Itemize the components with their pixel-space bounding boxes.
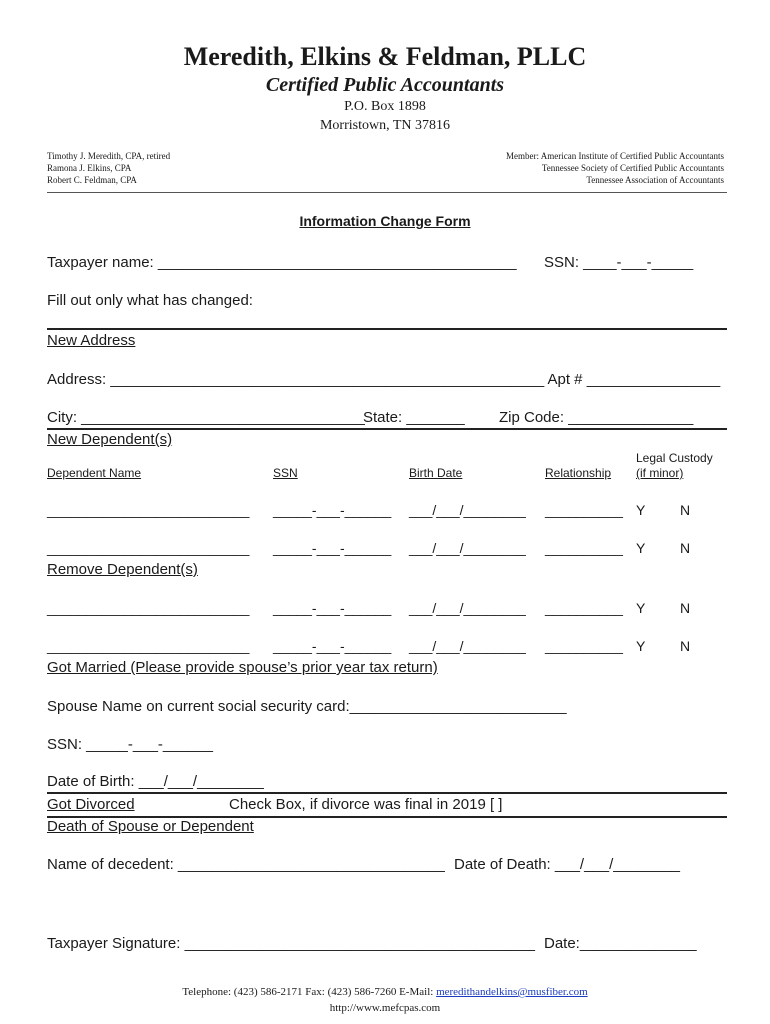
- dependent-name-field[interactable]: __________________________: [47, 638, 250, 654]
- taxpayer-signature-field[interactable]: Taxpayer Signature: __________________________________________: [47, 935, 535, 952]
- table-row[interactable]: [47, 638, 249, 654]
- col-if-minor: (if minor): [636, 466, 684, 480]
- custody-no-option[interactable]: N: [680, 638, 691, 654]
- state-field[interactable]: State: _______: [363, 409, 465, 426]
- custody-yes-option[interactable]: Y: [636, 638, 646, 654]
- membership: Tennessee Society of Certified Public Accountants: [541, 163, 724, 173]
- dependent-name-field[interactable]: __________________________: [47, 502, 250, 518]
- dependent-ssn-field[interactable]: _____-___-______: [273, 540, 392, 556]
- custody-yes-option[interactable]: Y: [636, 540, 646, 556]
- table-row[interactable]: [47, 502, 249, 518]
- dependent-ssn-field[interactable]: _____-___-______: [273, 638, 392, 654]
- table-row[interactable]: [47, 540, 249, 556]
- signature-date-field[interactable]: Date:______________: [544, 935, 697, 952]
- section-divider: [47, 792, 727, 794]
- membership-list: [506, 150, 724, 186]
- custody-yes-option[interactable]: Y: [636, 600, 646, 616]
- col-relationship: Relationship: [545, 466, 612, 480]
- firm-name: Meredith, Elkins & Feldman, PLLC: [183, 42, 587, 71]
- new-address-heading: New Address: [47, 332, 136, 349]
- section-divider: [47, 328, 727, 330]
- dependent-birth-field[interactable]: ___/___/________: [409, 600, 526, 616]
- section-divider: [47, 428, 727, 430]
- custody-no-option[interactable]: N: [680, 502, 691, 518]
- col-legal-custody: Legal Custody: [636, 451, 713, 465]
- dependent-birth-field[interactable]: ___/___/________: [409, 540, 526, 556]
- dependent-relationship-field[interactable]: __________: [545, 600, 623, 616]
- dependent-birth-field[interactable]: ___/___/________: [409, 502, 526, 518]
- header-divider: [47, 192, 727, 193]
- partner-list: [47, 150, 170, 186]
- dependent-ssn-field[interactable]: _____-___-______: [273, 600, 392, 616]
- remove-dependents-heading: Remove Dependent(s): [47, 561, 198, 578]
- taxpayer-ssn-field[interactable]: SSN: ____-___-_____: [544, 254, 694, 271]
- got-married-heading: Got Married (Please provide spouse’s prior year tax return): [47, 659, 438, 676]
- taxpayer-name-field[interactable]: Taxpayer name: ___________________________________________: [47, 254, 517, 271]
- got-divorced-heading: Got Divorced: [47, 796, 135, 813]
- po-box: P.O. Box 1898: [344, 99, 426, 114]
- fill-out-note: Fill out only what has changed:: [47, 292, 253, 309]
- table-row[interactable]: [47, 600, 249, 616]
- form-title: Information Change Form: [299, 213, 471, 229]
- footer-contact-text: Telephone: (423) 586-2171 Fax: (423) 586-7260 E-Mail:: [182, 986, 437, 998]
- city-field[interactable]: City: __________________________________: [47, 409, 365, 426]
- partner-name: Robert C. Feldman, CPA: [47, 175, 137, 185]
- decedent-name-field[interactable]: Name of decedent: ________________________________: [47, 856, 445, 873]
- dependent-relationship-field[interactable]: __________: [545, 638, 623, 654]
- dependent-relationship-field[interactable]: __________: [545, 540, 623, 556]
- partner-name: Timothy J. Meredith, CPA, retired: [47, 151, 171, 161]
- membership: Member: American Institute of Certified Public Accountants: [506, 151, 724, 161]
- col-dependent-name: Dependent Name: [47, 466, 142, 480]
- zip-field[interactable]: Zip Code: _______________: [499, 409, 694, 426]
- footer-contact: [0, 986, 770, 998]
- col-birth-date: Birth Date: [409, 466, 463, 480]
- spouse-name-field[interactable]: Spouse Name on current social security card:__________________________: [47, 698, 567, 715]
- spouse-ssn-field[interactable]: SSN: _____-___-______: [47, 736, 213, 753]
- dependent-name-field[interactable]: __________________________: [47, 600, 250, 616]
- death-heading: Death of Spouse or Dependent: [47, 818, 254, 835]
- dependent-name-field[interactable]: __________________________: [47, 540, 250, 556]
- col-ssn: SSN: [273, 466, 298, 480]
- custody-no-option[interactable]: N: [680, 600, 691, 616]
- dependent-birth-field[interactable]: ___/___/________: [409, 638, 526, 654]
- partner-name: Ramona J. Elkins, CPA: [47, 163, 132, 173]
- custody-yes-option[interactable]: Y: [636, 502, 646, 518]
- address-field[interactable]: Address: ____________________________________________________ Apt # ________________: [47, 371, 721, 388]
- dependent-ssn-field[interactable]: _____-___-______: [273, 502, 392, 518]
- email-link[interactable]: meredithandelkins@musfiber.com: [436, 986, 588, 998]
- firm-subtitle: Certified Public Accountants: [265, 74, 505, 96]
- divorce-final-checkbox[interactable]: Check Box, if divorce was final in 2019 [ ]: [229, 796, 503, 813]
- website-link[interactable]: http://www.mefcpas.com: [329, 1002, 441, 1014]
- new-dependents-heading: New Dependent(s): [47, 431, 173, 448]
- custody-no-option[interactable]: N: [680, 540, 691, 556]
- dependent-relationship-field[interactable]: __________: [545, 502, 623, 518]
- city-line: Morristown, TN 37816: [319, 118, 451, 133]
- date-of-death-field[interactable]: Date of Death: ___/___/________: [454, 856, 681, 873]
- spouse-dob-field[interactable]: Date of Birth: ___/___/________: [47, 773, 264, 790]
- membership: Tennessee Association of Accountants: [586, 175, 724, 185]
